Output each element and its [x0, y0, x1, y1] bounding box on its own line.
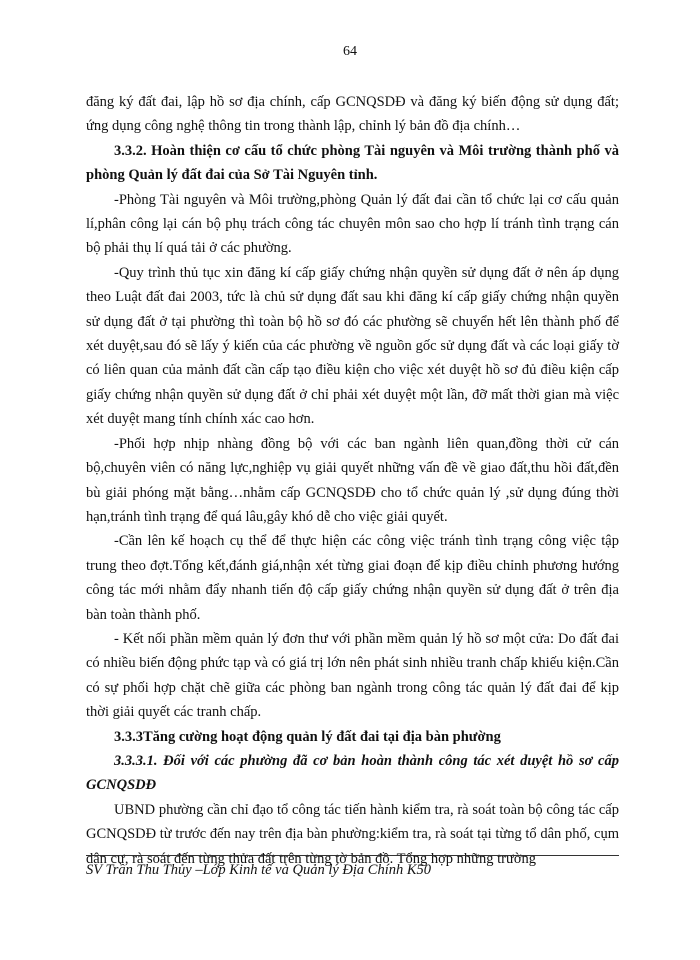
paragraph-planning: -Cần lên kế hoạch cụ thể để thực hiện các công việc tránh tình trạng công việc tập trung theo đợt.Tổng kết,đánh giá,nhận xét từng giai đoạn để kịp điều chỉnh phương hướng công tác mới nhằm đẩy nhanh tiến độ cấp giấy chứng nhận quyền sử dụng đất ở trên địa bàn toàn thành phố.	[86, 533, 619, 623]
paragraph-ubnd: UBND phường cần chỉ đạo tổ công tác tiến hành kiểm tra, rà soát toàn bộ công tác cấp GCNQSDĐ từ trước đến nay trên địa bàn phường:kiểm tra, rà soát tại từng tổ dân phố, cụm dân cư, rà soát đến từng thửa đất trên từng tờ bản đồ. Tổng hợp những trường	[86, 801, 619, 867]
paragraph-restructure: -Phòng Tài nguyên và Môi trường,phòng Quản lý đất đai cần tổ chức lại cơ cấu quản lí,phân công lại cán bộ phụ trách công tác chuyên môn sao cho hợp lí tránh tình trạng cán bộ phải thụ lí quá tải ở các phường.	[86, 191, 619, 257]
section-heading-3-3-3: 3.3.3Tăng cường hoạt động quản lý đất đai tại địa bàn phường	[114, 728, 501, 745]
paragraph-procedure: -Quy trình thủ tục xin đăng kí cấp giấy chứng nhận quyền sử dụng đất ở nên áp dụng theo Luật đất đai 2003, tức là chủ sử dụng đất sau khi đăng kí cấp giấy chứng nhận quyền sử dụng đất ở tại phường thì toàn bộ hồ sơ đó các phường sẽ chuyển hết lên thành phố để xét duyệt,sau đó sẽ lấy ý kiến của các phường về nguồn gốc sử dụng đất và các loại giấy tờ có liên quan của mảnh đất cần cấp tạo điều kiện cho việc xét duyệt hồ sơ đủ điều kiện cấp giấy chứng nhận quyền sử dụng đất ở chỉ phải xét duyệt một lần, đỡ mất thời gian mà việc xét duyệt mang tính chính xác cao hơn.	[86, 264, 619, 428]
footer-divider	[86, 855, 619, 856]
section-heading-3-3-2: 3.3.2. Hoàn thiện cơ cấu tổ chức phòng Tài nguyên và Môi trường thành phố và phòng Quản lý đất đai của Sở Tài Nguyên tỉnh.	[86, 142, 619, 184]
page-number: 64	[343, 44, 357, 59]
section-heading-3-3-3-1: 3.3.3.1. Đối với các phường đã cơ bản hoàn thành công tác xét duyệt hồ sơ cấp GCNQSDĐ	[86, 752, 619, 794]
paragraph-coordination: -Phối hợp nhịp nhàng đồng bộ với các ban ngành liên quan,đồng thời cử cán bộ,chuyên viên có năng lực,nghiệp vụ giải quyết những vấn đề về giao đất,thu hồi đất,đền bù giải phóng mặt bằng…nhằm cấp GCNQSDĐ cho tổ chức quản lý ,sử dụng đúng thời hạn,tránh tình trạng để quá lâu,gây khó dễ cho việc giải quyết.	[86, 435, 619, 525]
paragraph-continuation: đăng ký đất đai, lập hồ sơ địa chính, cấp GCNQSDĐ và đăng ký biến động sử dụng đất; ứng dụng công nghệ thông tin trong thành lập, chỉnh lý bản đồ địa chính…	[86, 94, 619, 135]
page-footer: SV Trần Thu Thủy –Lớp Kinh tế và Quản lý Địa Chính K50	[86, 862, 432, 878]
body-text	[86, 90, 619, 871]
paragraph-software: - Kết nối phần mềm quản lý đơn thư với phần mềm quản lý hồ sơ một cửa: Do đất đai có nhiều biến động phức tạp và có giá trị lớn nên phát sinh nhiều tranh chấp khiếu kiện.Cần có sự phối hợp chặt chẽ giữa các phòng ban ngành trong công tác quản lý đất đai để kịp thời giải quyết các tranh chấp.	[86, 630, 619, 721]
